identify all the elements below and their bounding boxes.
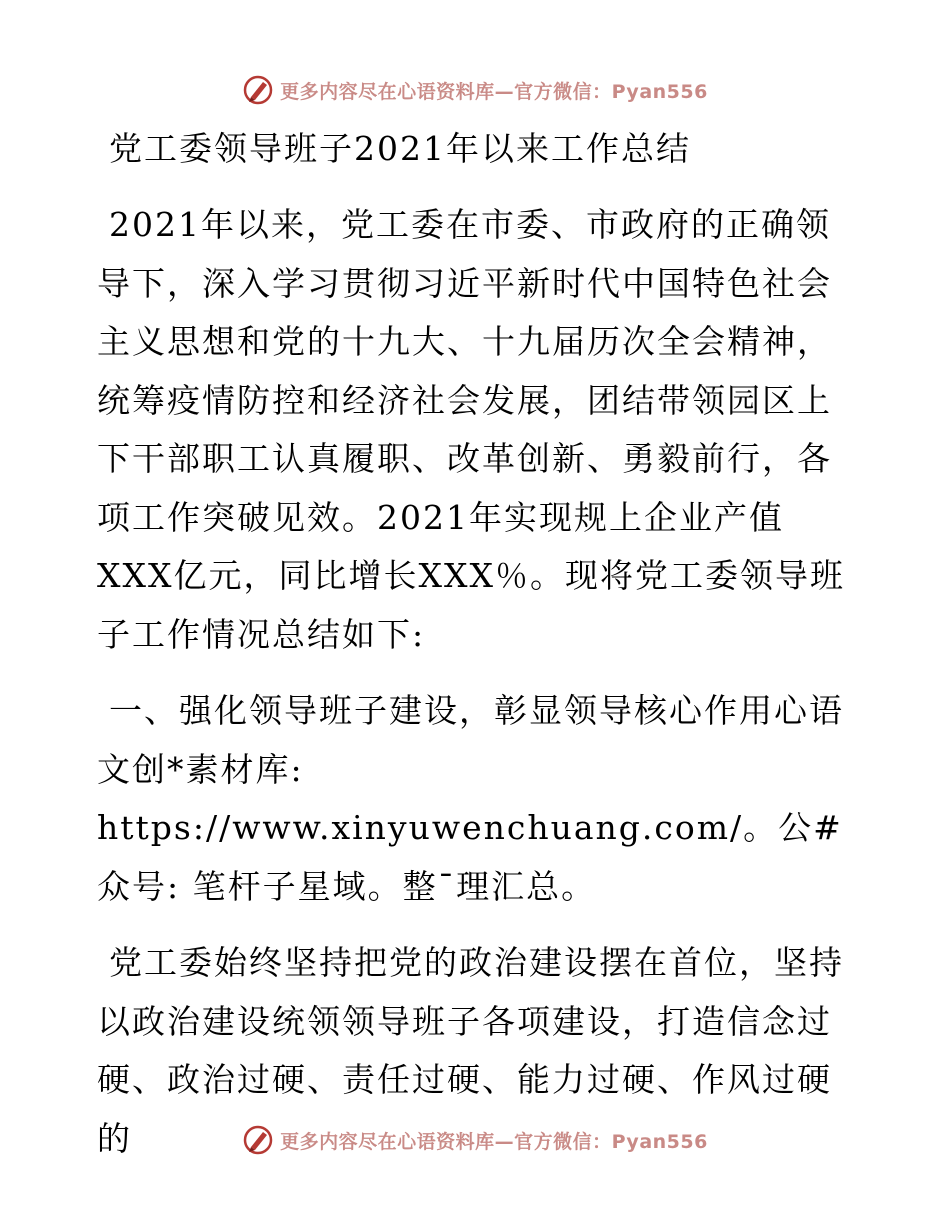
document-body	[97, 120, 857, 1168]
watermark-text: 更多内容尽在心语资料库—官方微信：Pyan556	[280, 1130, 708, 1153]
paragraph-intro: 2021年以来，党工委在市委、市政府的正确领导下，深入学习贯彻习近平新时代中国特色社会主义思想和党的十九大、十九届历次全会精神，统筹疫情防控和经济社会发展，团结带领园区上下干部职工认真履职、改革创新、勇毅前行，各项工作突破见效。2021年实现规上企业产值XXX亿元，同比增长XXX％。现将党工委领导班子工作情况总结如下:	[97, 205, 845, 654]
red-pen-logo-icon	[242, 1124, 274, 1156]
section-heading-1: 一、强化领导班子建设，彰显领导核心作用心语文创*素材库: https://www.xinyuwenchuang.com/。公#众号: 笔杆子星域。整¯理汇总。	[97, 691, 844, 906]
watermark-banner-bottom	[0, 1120, 950, 1160]
red-pen-logo-icon	[242, 74, 274, 106]
watermark-banner-top	[0, 70, 950, 110]
watermark-text: 更多内容尽在心语资料库—官方微信：Pyan556	[280, 80, 708, 103]
paragraph-section-1: 党工委始终坚持把党的政治建设摆在首位，坚持以政治建设统领领导班子各项建设，打造信念过硬、政治过硬、责任过硬、能力过硬、作风过硬的	[97, 943, 844, 1158]
document-title: 党工委领导班子2021年以来工作总结	[109, 129, 691, 168]
